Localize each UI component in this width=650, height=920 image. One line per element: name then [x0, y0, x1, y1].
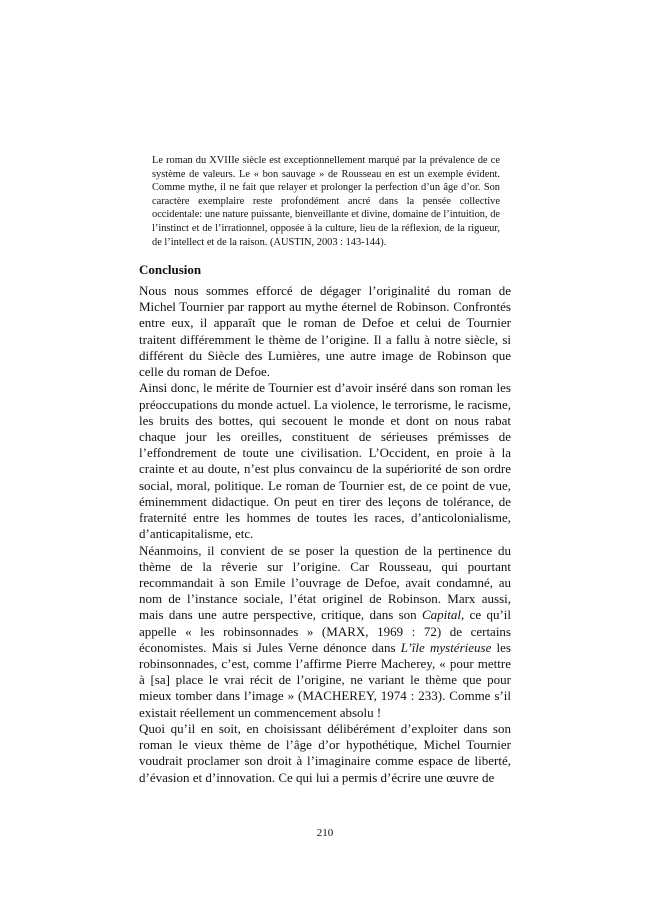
section-heading: Conclusion — [139, 262, 202, 277]
paragraph-2: Ainsi donc, le mérite de Tournier est d’avoir inséré dans son roman les préoccupations du monde actuel. La violence, le terrorisme, le racisme, les bruits des bottes, qui secouent le monde et dont on nous rabat chaque jour les oreilles, constituent de sérieuses prémisses de l’effondrement de toute une civilisation. L’Occident, en proie à la crainte et au doute, n’est plus convaincu de la supériorité de son ordre social, moral, politique. Le roman de Tournier est, de ce point de vue, éminemment didactique. On peut en tirer des leçons de tolérance, de fraternité entre les hommes de toutes les races, d’anticolonialisme, d’anticapitalisme, etc. — [139, 380, 511, 542]
capital-title: Capital, — [422, 607, 465, 623]
block-quote: Le roman du XVIIIe siècle est exceptionnellement marqué par la prévalence de ce système de valeurs. Le « bon sauvage » de Rousseau en est un exemple évident. Comme mythe, il ne fait que relayer et prolonger la perfection d’un âge d’or. Son caractère exemplaire reste profondément ancré dans la pensée collective occidentale: une nature puissante, bienveillante et divine, domaine de l’intuition, de l’instinct et de l’irrationnel, opposée à la culture, lieu de la réflexion, de la rigueur, de l’intellect et de la raison. (AUSTIN, 2003 : 143-144). — [152, 155, 500, 248]
paragraph-3 — [139, 543, 511, 721]
paragraph-3-part-c: les robinsonnades, c’est, comme l’affirme Pierre Macherey, « pour mettre à [sa] place le vrai récit de l’origine, ne variant le thème que pour mieux tomber dans l’image » (MACHEREY, 1974 : 233). Comme s’il existait réellement un commencement absolu ! — [139, 639, 511, 720]
paragraph-1: Nous nous sommes efforcé de dégager l’originalité du roman de Michel Tournier par rapport au mythe éternel de Robinson. Confrontés entre eux, il apparaît que le roman de Defoe et celui de Tournier traitent différemment le thème de l’origine. Il a fallu à notre siècle, si différent du Siècle des Lumières, une autre image de Robinson que celle du roman de Defoe. — [139, 283, 511, 380]
page-number: 210 — [316, 827, 334, 839]
paragraph-3-part-a: Néanmoins, il convient de se poser la question de la pertinence du thème de la rêverie sur l’origine. Car Rousseau, qui pourtant recommandait à son Emile l’ouvrage de Defoe, avait condamné, au nom de l’instance sociale, l’état originel de Robinson. Marx aussi, mais dans une autre perspective, critique, dans son — [139, 542, 511, 623]
body-text — [139, 283, 511, 786]
paragraph-3-part-b: ce qu’il appelle « les robinsonnades » (MARX, 1969 : 72) de certains économistes. Mais si Jules Verne dénonce dans — [139, 607, 512, 655]
ile-mysterieuse-title: L’île mystérieuse — [400, 639, 492, 655]
paragraph-4: Quoi qu’il en soit, en choisissant délibérément d’exploiter dans son roman le vieux thème de l’âge d’or hypothétique, Michel Tournier voudrait proclamer son droit à l’imaginaire comme espace de liberté, d’évasion et d’innovation. Ce qui lui a permis d’écrire une œuvre de — [139, 720, 511, 785]
